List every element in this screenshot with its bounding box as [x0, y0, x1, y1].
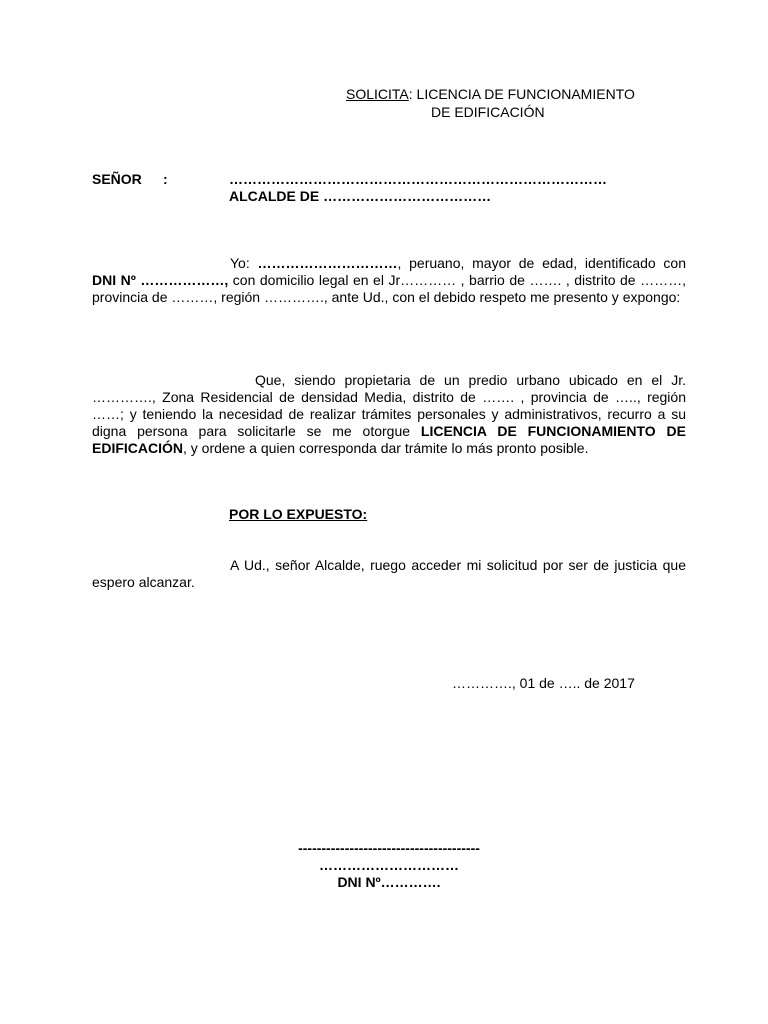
addressee-name-dots: ……………………………………………………………………… [229, 171, 607, 187]
signature-name-dots: ………………………… [319, 857, 459, 873]
alcalde-line: ALCALDE DE ……………………………… [229, 188, 492, 204]
date-line: …………., 01 de ….. de 2017 [452, 675, 635, 691]
body-paragraph: Que, siendo propietaria de un predio urbano ubicado en el Jr. …………., Zona Residencial de densidad Media, distrito de ……. , provincia de ….., región ……; y teniendo la necesidad de realizar trámites personales y administrativos, recurro a su digna persona para solicitarle se me otorgue LICENCIA DE FUNCIONAMIENTO DE EDIFICACIÓN, y ordene a quien corresponda dar trámite lo más pronto posible. [92, 372, 686, 456]
dni-field: DNI Nº ………………, [92, 272, 229, 288]
signature-dni: DNI Nº…………. [337, 874, 441, 890]
solicita-text: : LICENCIA DE FUNCIONAMIENTO [408, 86, 635, 102]
intro-paragraph: Yo: …………………………, peruano, mayor de edad, identificado con DNI Nº ………………, con domicilio legal en el Jr………… , barrio de ……. , distrito de ………, provincia de ………, región …………., ante Ud., con el debido respeto me presento y expongo: [92, 255, 686, 305]
senor-colon: : [163, 171, 168, 187]
closing-paragraph: A Ud., señor Alcalde, ruego acceder mi solicitud por ser de justicia que espero alcanzar. [92, 557, 686, 590]
por-lo-expuesto: POR LO EXPUESTO: [229, 506, 368, 522]
subject-line-1 [346, 86, 635, 102]
signature-block [239, 840, 539, 891]
license-type: LICENCIA DE FUNCIONAMIENTO DE EDIFICACIÓN [92, 423, 686, 456]
solicita-label: SOLICITA [346, 86, 409, 102]
senor-label: SEÑOR [92, 171, 142, 187]
signature-line: --------------------------------------- [298, 840, 480, 856]
applicant-name-dots: ………………………… [257, 255, 398, 271]
subject-line-2: DE EDIFICACIÓN [431, 104, 545, 120]
